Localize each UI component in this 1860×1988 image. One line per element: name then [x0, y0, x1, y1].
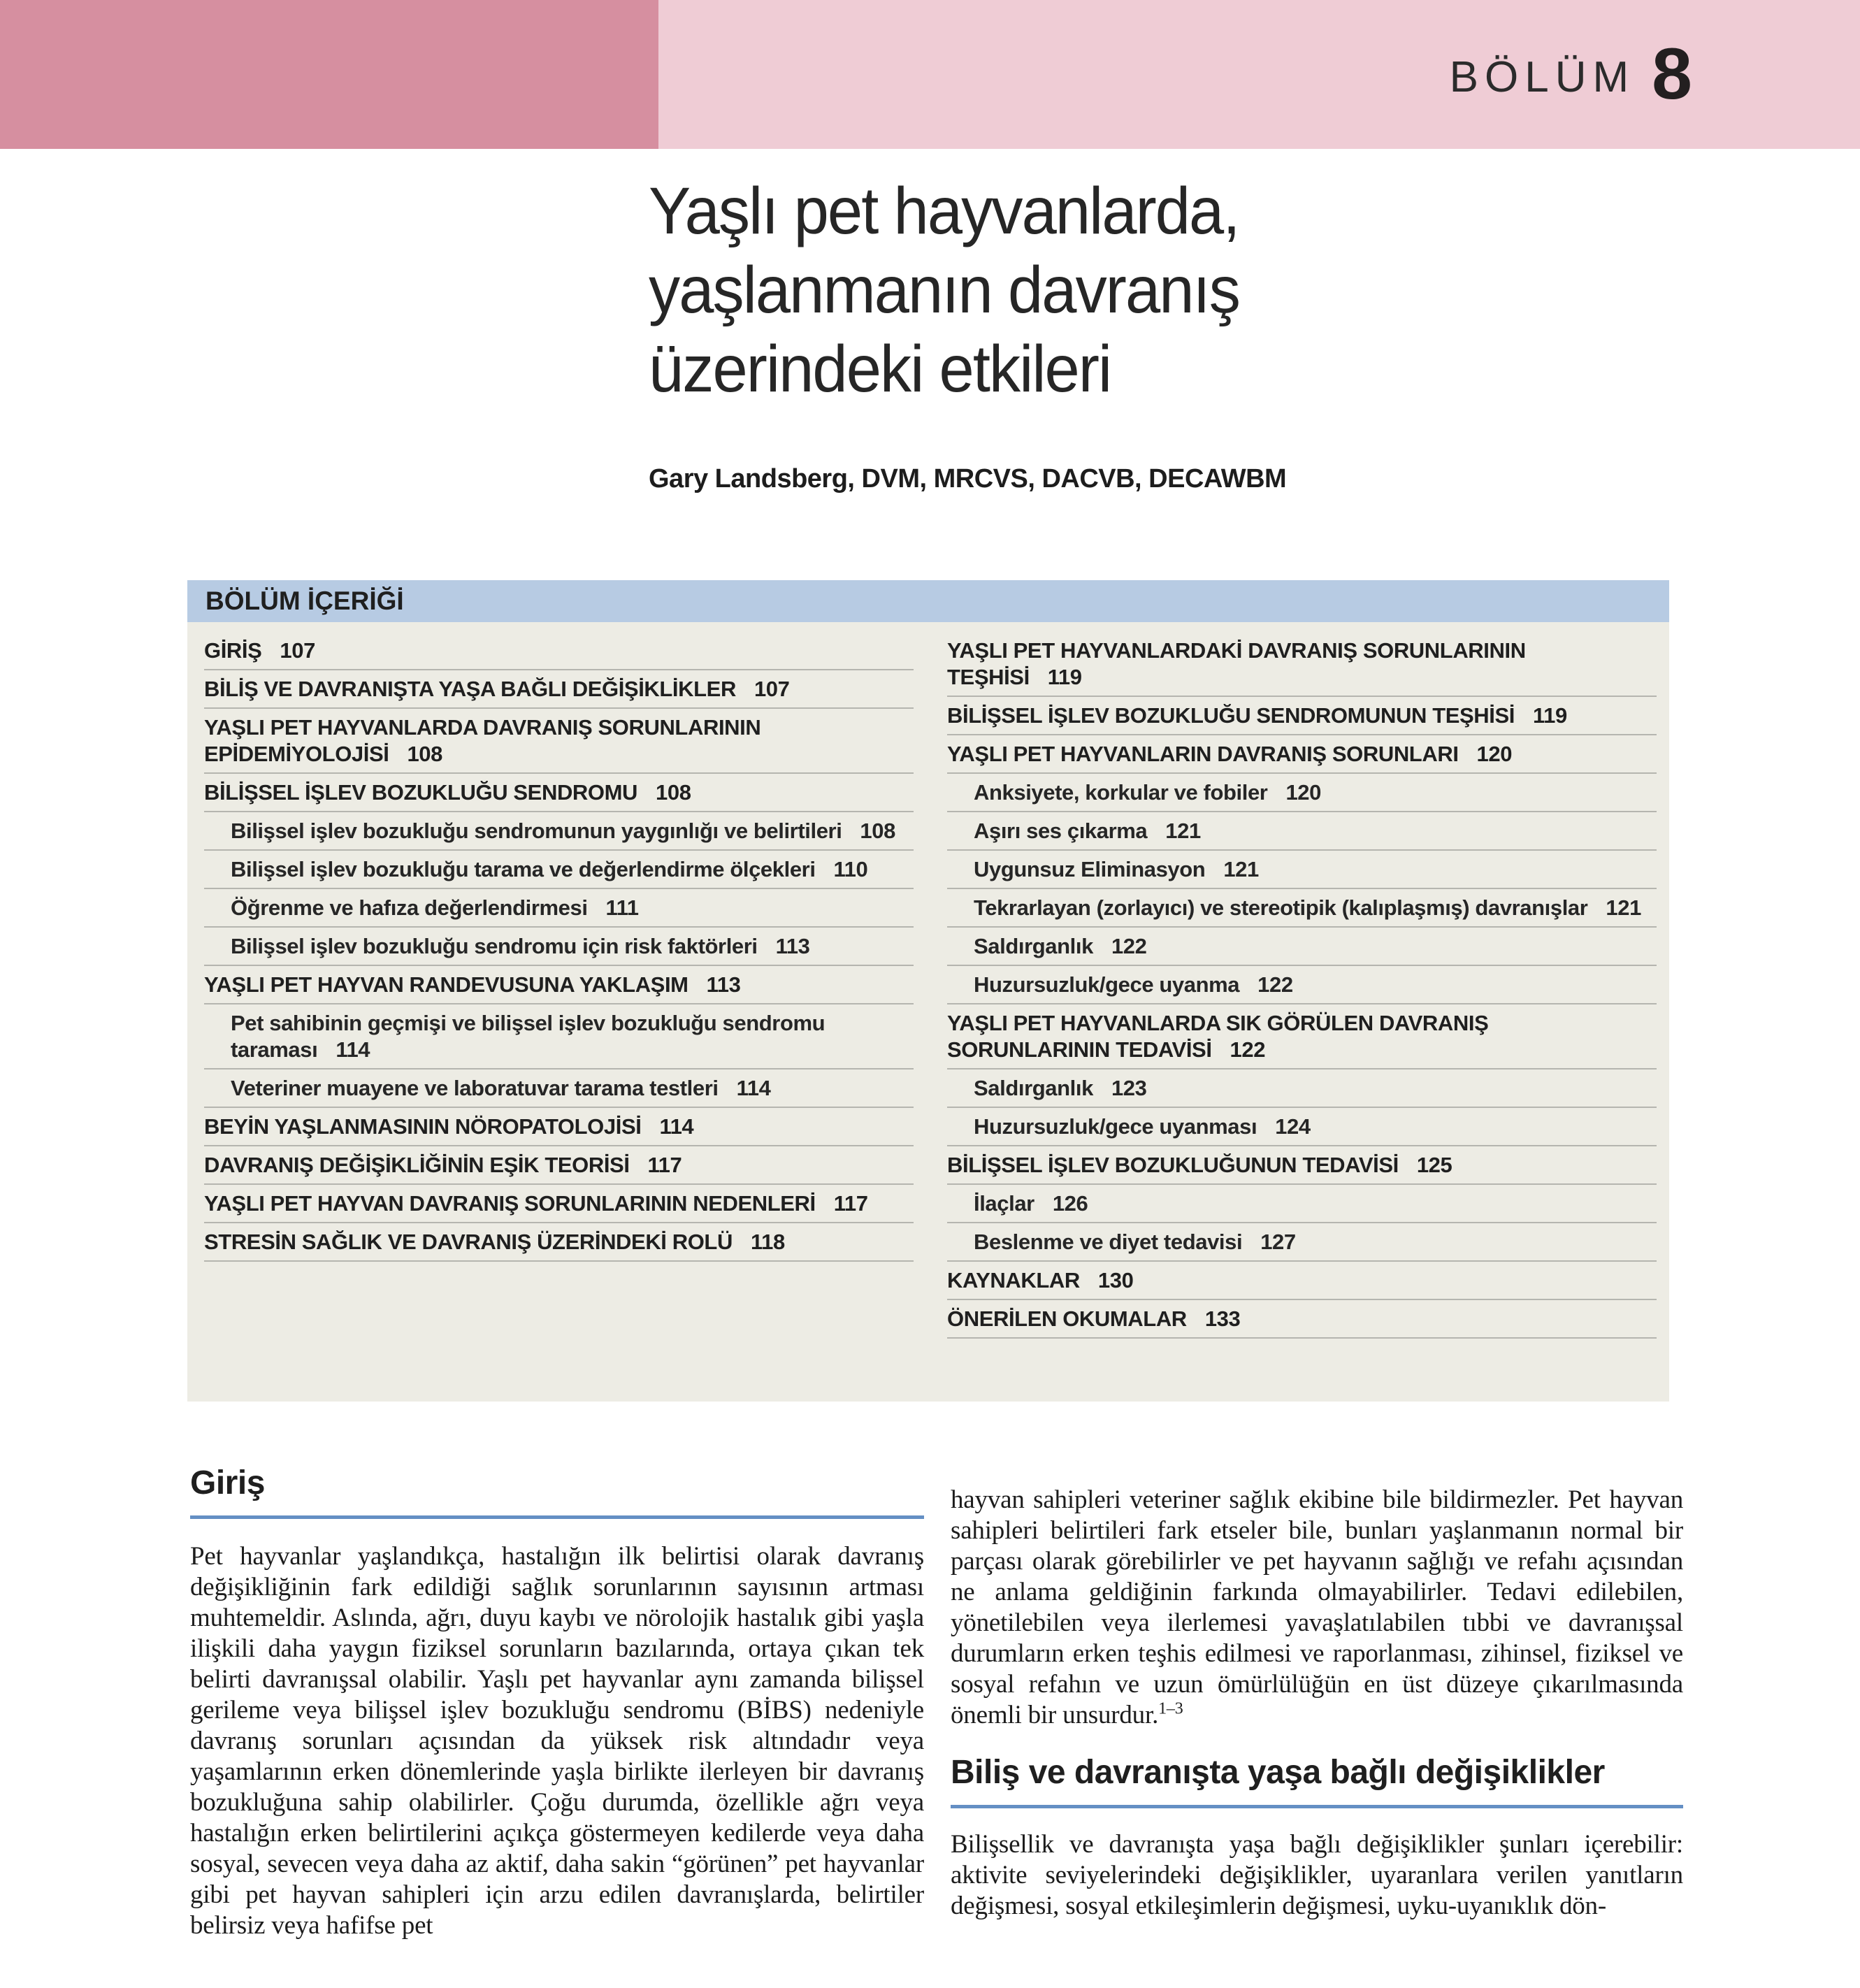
toc-item — [947, 928, 1657, 966]
title-line-2: yaşlanmanın davranış — [649, 253, 1239, 327]
author-line: Gary Landsberg, DVM, MRCVS, DACVB, DECAWBM — [649, 464, 1287, 494]
heading-rule — [951, 1805, 1683, 1808]
toc-item-label: Bilişsel işlev bozukluğu sendromu için risk faktörleri — [231, 934, 758, 958]
toc-item-label: Beslenme ve diyet tedavisi — [974, 1230, 1243, 1254]
toc-item — [204, 966, 914, 1004]
toc-item-label: BİLİŞSEL İŞLEV BOZUKLUĞUNUN TEDAVİSİ — [947, 1153, 1399, 1177]
toc-right-column — [947, 632, 1657, 1339]
chapter-contents-box — [187, 580, 1669, 1402]
toc-item — [204, 1223, 914, 1262]
toc-item-label: YAŞLI PET HAYVANLARDA DAVRANIŞ SORUNLARININ EPİDEMİYOLOJİSİ — [204, 715, 761, 766]
section-heading-wrap — [951, 1755, 1683, 1808]
toc-body — [187, 622, 1669, 1339]
toc-item — [947, 1262, 1657, 1300]
toc-header: BÖLÜM İÇERİĞİ — [187, 580, 1669, 622]
toc-item-label: Aşırı ses çıkarma — [974, 819, 1148, 843]
toc-item-page: 120 — [1285, 780, 1321, 805]
toc-item-label: Saldırganlık — [974, 1076, 1093, 1100]
toc-item-label: Huzursuzluk/gece uyanması — [974, 1114, 1257, 1139]
title-line-3: üzerindeki etkileri — [649, 332, 1111, 406]
toc-item — [204, 670, 914, 709]
toc-item-page: 130 — [1097, 1268, 1134, 1292]
toc-item-page: 122 — [1257, 972, 1293, 997]
toc-item-page: 114 — [659, 1114, 694, 1139]
toc-item-page: 121 — [1165, 819, 1201, 843]
toc-item-page: 121 — [1223, 857, 1259, 881]
toc-item-label: Tekrarlayan (zorlayıcı) ve stereotipik (kalıplaşmış) davranışlar — [974, 895, 1588, 920]
toc-item — [204, 1146, 914, 1185]
toc-item-label: ÖNERİLEN OKUMALAR — [947, 1306, 1187, 1331]
page-title — [649, 172, 1645, 409]
toc-left-column — [204, 632, 914, 1339]
toc-item-page: 123 — [1111, 1076, 1147, 1100]
toc-item-page: 107 — [754, 677, 790, 701]
toc-item-page: 108 — [656, 780, 691, 805]
toc-item-page: 119 — [1533, 703, 1567, 728]
toc-item-label: BİLİŞSEL İŞLEV BOZUKLUĞU SENDROMUNUN TEŞHİSİ — [947, 703, 1515, 728]
chapter-number: 8 — [1652, 34, 1692, 115]
toc-item-page: 133 — [1204, 1306, 1241, 1331]
toc-item-label: İlaçlar — [974, 1191, 1034, 1216]
toc-item — [204, 851, 914, 889]
body-paragraph-left: Pet hayvanlar yaşlandıkça, hastalığın ilk belirtisi olarak davranış değişikliğinin fark edildiği sağlık sorunlarının sayısının artması muhtemeldir. Aslında, ağrı, duyu kaybı ve nörolojik hastalık gibi yaşla ilişkili daha yaygın fiziksel sorunların bazılarında, ortaya çıkan tek belirti davranışsal olabilir. Yaşlı pet hayvanlar aynı zamanda bilişsel gerileme veya bilişsel işlev bozukluğu sendromu (BİBS) nedeniyle davranış sorunları açısından da yüksek risk altındadır veya yaşamlarının erken dönemlerinde yaşla birlikte ilerleyen bir davranış bozukluğuna sahip olabilirler. Çoğu durumda, özellikle ağrı veya hastalığın erken belirtilerini açıkça göstermeyen kedilerde veya daha sosyal, sevecen veya daha az aktif, daha sakin “görünen” pet hayvanlar gibi pet hayvan sahipleri için arzu edilen davranışlarda, belirtiler belirsiz veya hafifse pet — [190, 1542, 924, 1940]
toc-item-label: YAŞLI PET HAYVAN DAVRANIŞ SORUNLARININ NEDENLERİ — [204, 1191, 816, 1216]
toc-item-label: YAŞLI PET HAYVANLARDA SIK GÖRÜLEN DAVRANIŞ SORUNLARININ TEDAVİSİ — [947, 1011, 1489, 1062]
paragraph-text: hayvan sahipleri veteriner sağlık ekibine bile bildirmezler. Pet hayvan sahipleri belirtileri fark etseler bile, bunları yaşlanmanın normal bir parçası olarak görebilirler ve pet hayvanın sağlığı ve refahı açısından ne anlama geldiğinin farkında olmayabilirler. Tedavi edilebilen, yönetilebilen veya ilerlemesi yavaşlatılabilen tıbbi ve davranışsal durumların erken teşhis edilmesi ve raporlanması, zihinsel, fiziksel ve sosyal refahın ve uzun ömürlülüğün en üst düzeye çıkarılmasında önemli bir unsurdur. — [951, 1485, 1683, 1729]
toc-item — [204, 1069, 914, 1108]
body-left-column — [190, 1465, 924, 1941]
toc-item-page: 110 — [833, 857, 868, 881]
chapter-word: BÖLÜM — [1449, 53, 1636, 101]
toc-item — [204, 928, 914, 966]
toc-item-label: Öğrenme ve hafıza değerlendirmesi — [231, 895, 588, 920]
toc-item-label: KAYNAKLAR — [947, 1268, 1080, 1292]
toc-item — [947, 1004, 1657, 1069]
header-band-dark — [0, 0, 658, 149]
toc-item — [947, 1146, 1657, 1185]
toc-item-label: Pet sahibinin geçmişi ve bilişsel işlev bozukluğu sendromu taraması — [231, 1011, 826, 1062]
toc-item-label: GİRİŞ — [204, 638, 262, 663]
toc-item — [204, 1108, 914, 1146]
toc-item — [204, 889, 914, 928]
toc-item-label: Saldırganlık — [974, 934, 1093, 958]
toc-item-page: 117 — [647, 1153, 682, 1177]
toc-item — [947, 1223, 1657, 1262]
toc-item-label: YAŞLI PET HAYVANLARDAKİ DAVRANIŞ SORUNLARININ TEŞHİSİ — [947, 638, 1526, 689]
toc-item — [947, 889, 1657, 928]
toc-item — [947, 697, 1657, 735]
toc-item-page: 111 — [605, 895, 639, 920]
body-right-column — [951, 1485, 1683, 1922]
toc-item-page: 124 — [1275, 1114, 1311, 1139]
toc-item — [204, 812, 914, 851]
toc-item — [947, 632, 1657, 697]
toc-item-page: 119 — [1047, 665, 1082, 689]
toc-item-label: Anksiyete, korkular ve fobiler — [974, 780, 1268, 805]
toc-item — [947, 812, 1657, 851]
toc-item — [947, 1300, 1657, 1339]
toc-item-page: 127 — [1260, 1230, 1296, 1254]
toc-item-label: DAVRANIŞ DEĞİŞİKLİĞİNİN EŞİK TEORİSİ — [204, 1153, 630, 1177]
toc-item-page: 126 — [1052, 1191, 1088, 1216]
toc-item — [204, 709, 914, 774]
toc-item-page: 108 — [407, 742, 442, 766]
toc-item-label: BEYİN YAŞLANMASININ NÖROPATOLOJİSİ — [204, 1114, 642, 1139]
toc-item — [204, 1004, 914, 1069]
heading-rule — [190, 1515, 924, 1519]
toc-item-label: STRESİN SAĞLIK VE DAVRANIŞ ÜZERİNDEKİ ROLÜ — [204, 1230, 733, 1254]
toc-item-page: 118 — [750, 1230, 785, 1254]
toc-item — [947, 735, 1657, 774]
toc-item-page: 107 — [280, 638, 315, 663]
toc-item-page: 113 — [706, 972, 741, 997]
toc-item-page: 121 — [1606, 895, 1641, 920]
toc-item-page: 114 — [736, 1076, 771, 1100]
reference-superscript: 1–3 — [1158, 1699, 1183, 1718]
toc-item-page: 114 — [336, 1037, 370, 1062]
toc-item-page: 125 — [1416, 1153, 1452, 1177]
toc-item-label: Bilişsel işlev bozukluğu sendromunun yaygınlığı ve belirtileri — [231, 819, 842, 843]
toc-item-page: 117 — [833, 1191, 868, 1216]
toc-item — [204, 1185, 914, 1223]
toc-item — [947, 1185, 1657, 1223]
toc-item-label: BİLİŞSEL İŞLEV BOZUKLUĞU SENDROMU — [204, 780, 638, 805]
toc-item — [947, 1108, 1657, 1146]
chapter-label — [1450, 0, 1692, 149]
body-paragraph-right-2: Bilişsellik ve davranışta yaşa bağlı değişiklikler şunları içerebilir: aktivite seviyelerindeki değişiklikler, uyaranlara verilen yanıtların değişmesi, sosyal etkileşimlerin değişmesi, uyku-uyanıklık dön- — [951, 1830, 1683, 1920]
toc-item-page: 120 — [1476, 742, 1513, 766]
toc-item — [947, 774, 1657, 812]
toc-item-label: Huzursuzluk/gece uyanma — [974, 972, 1240, 997]
toc-item-label: Veteriner muayene ve laboratuvar tarama testleri — [231, 1076, 719, 1100]
toc-item-page: 108 — [860, 819, 895, 843]
toc-item — [204, 774, 914, 812]
toc-item-page: 122 — [1111, 934, 1147, 958]
toc-item-label: Uygunsuz Eliminasyon — [974, 857, 1206, 881]
toc-item-label: Bilişsel işlev bozukluğu tarama ve değerlendirme ölçekleri — [231, 857, 816, 881]
toc-item-label: YAŞLI PET HAYVAN RANDEVUSUNA YAKLAŞIM — [204, 972, 689, 997]
section-heading-bilis: Biliş ve davranışta yaşa bağlı değişiklikler — [951, 1754, 1605, 1791]
section-heading-giris: Giriş — [190, 1464, 265, 1501]
toc-item-page: 122 — [1230, 1037, 1266, 1062]
toc-item — [947, 1069, 1657, 1108]
toc-item — [947, 851, 1657, 889]
toc-item — [204, 632, 914, 670]
toc-item — [947, 966, 1657, 1004]
title-line-1: Yaşlı pet hayvanlarda, — [649, 174, 1239, 248]
toc-item-label: BİLİŞ VE DAVRANIŞTA YAŞA BAĞLI DEĞİŞİKLİKLER — [204, 677, 736, 701]
toc-item-page: 113 — [775, 934, 810, 958]
toc-item-label: YAŞLI PET HAYVANLARIN DAVRANIŞ SORUNLARI — [947, 742, 1459, 766]
body-paragraph-right-1 — [951, 1485, 1683, 1731]
